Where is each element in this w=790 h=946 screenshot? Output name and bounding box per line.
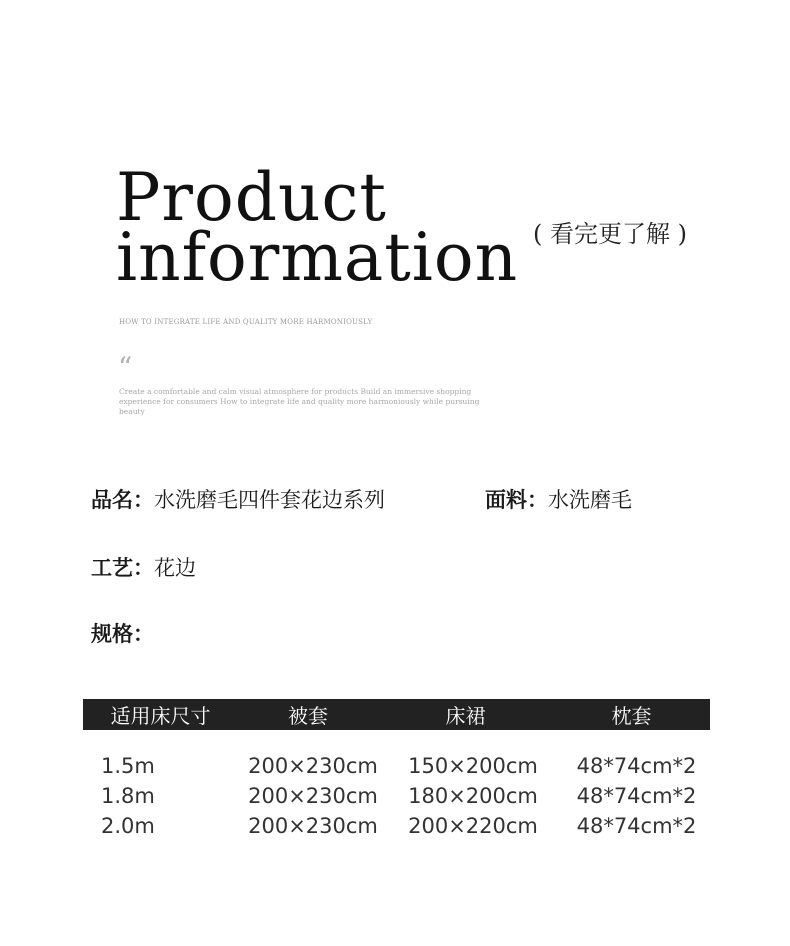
table-header [83,699,710,730]
title-line-1: Product [116,159,387,236]
header-pillowcase: 枕套 [611,704,652,728]
spec-size [91,618,154,648]
header-duvet-cover: 被套 [288,704,328,728]
table-body [83,730,710,841]
spec-craft-label: 工艺： [91,556,154,580]
title-line-2: information [116,219,519,296]
cell-pillowcase: 48*74cm*2 [576,754,697,778]
description: Create a comfortable and calm visual atmosphere for products Build an immersive shopping experience for consumers How to integrate life and quality more harmoniously while pursuing beauty [119,387,480,416]
cell-bed-size: 2.0m [101,814,155,838]
header-bed-size: 适用床尺寸 [110,704,211,728]
subtitle: HOW TO INTEGRATE LIFE AND QUALITY MORE HARMONIOUSLY [119,318,373,326]
read-more-note: ( 看完更了解 ) [533,220,687,248]
cell-duvet-cover: 200×230cm [248,754,378,778]
header-bed-skirt: 床裙 [445,704,486,728]
cell-bed-skirt: 180×200cm [408,784,538,808]
cell-duvet-cover: 200×230cm [248,814,378,838]
spec-fabric-label: 面料： [485,488,548,512]
table-row [83,781,710,811]
cell-bed-skirt: 150×200cm [408,754,538,778]
cell-bed-skirt: 200×220cm [408,814,538,838]
cell-pillowcase: 48*74cm*2 [576,784,697,808]
cell-pillowcase: 48*74cm*2 [576,814,697,838]
table-row [83,811,710,841]
cell-bed-size: 1.8m [101,784,155,808]
spec-fabric [485,484,632,514]
cell-bed-size: 1.5m [101,754,155,778]
spec-craft-value: 花边 [154,556,196,580]
quote-icon: “ [118,351,133,384]
spec-name-value: 水洗磨毛四件套花边系列 [154,488,385,512]
spec-name [91,484,385,514]
spec-craft [91,552,196,582]
table-row [83,751,710,781]
cell-duvet-cover: 200×230cm [248,784,378,808]
spec-fabric-value: 水洗磨毛 [548,488,632,512]
spec-size-label: 规格： [91,622,154,646]
size-table [83,699,710,841]
spec-name-label: 品名： [91,488,154,512]
page-title [116,159,519,296]
